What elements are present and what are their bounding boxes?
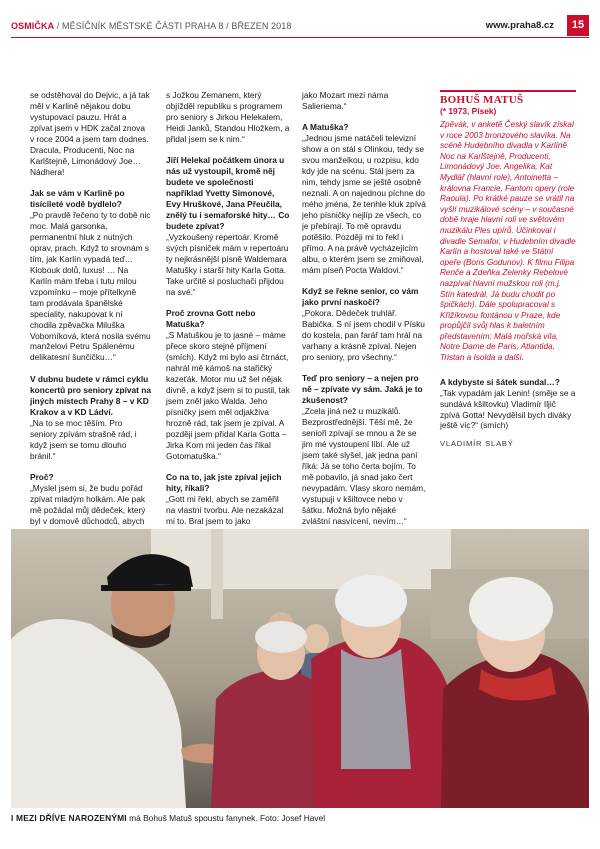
answer: „Vyzkoušený repertoár. Kromě svých písniček mám v repertoáru ty nejkrásnější písně Waldemara Matušky i starší hity Karla Gotta. Take určitě si posluchači přijdou na své.“ (166, 231, 289, 297)
question: Proč? (30, 472, 54, 482)
answer: „Jednou jsme natáčeli televizní show a on stál s Olinkou, tedy se svou manželkou, u rozpisu, kdo kdy jde na scénu. Stál jsem za nim, tehdy jsme se ještě osobně neznali. A on najednou píchne do mého jména, že tenhle kluk zpívá jeho písničky nejlíp ze všech, co je přebírají. To mě opravdu potěšilo. Později mi to řekl i přímo. A na právě vycházejícím albu, o kterém jsem se zmiňoval, mám píseň Pocta Waldovi.“ (302, 133, 426, 275)
article-photo (11, 529, 589, 808)
article-column-3 (302, 90, 426, 548)
bio-title: BOHUŠ MATUŠ (440, 90, 576, 106)
article-column-2 (166, 90, 290, 592)
qa-block (302, 373, 426, 537)
caption-text: má Bohuš Matuš spoustu fanynek. Foto: Josef Havel (126, 813, 326, 823)
question: Proč zrovna Gott nebo Matuška? (166, 308, 256, 330)
paragraph: se odstěhoval do Dejvic, a já tak měl v Karlině nějakou dobu vystupovací pauzu. Hrát a zpívat jsem v HDK začal znova v roce 2004 a jsem tam dodnes. Dracula, Producenti, Noc na Karlštejně, Limonádový Joe… Nádhera! (30, 90, 150, 177)
page-header (0, 0, 600, 38)
question: Když se řekne senior, co vám jako první naskočí? (302, 286, 419, 308)
issue-info: / MĚSÍČNÍK MĚSTSKÉ ČÁSTI PRAHA 8 / BŘEZEN 2018 (54, 21, 292, 31)
author-name: VLADIMÍR SLABÝ (440, 439, 514, 449)
bio-subtitle: (* 1973, Písek) (440, 106, 497, 116)
qa-block (166, 308, 290, 461)
question: Co na to, jak jste zpíval jejich hity, říkali? (166, 472, 282, 493)
qa-block (302, 286, 426, 363)
answer: „Tak vypadám jak Lenin! (směje se a sundává kšiltovku) Vladimír Iljič zpívá Gotta! Nevydělsil bych diváky ještě víc?“ (smích) (440, 387, 576, 431)
brand-name: OSMIČKA (11, 21, 55, 31)
question: Jiří Helekal počátkem února u nás už vystoupil, kromě něj budete ve společnosti například Yvetty Simonové, Evy Hruškové, Jana Přeučila, znělý tu i semaforské hity… Co budete zpívat? (166, 155, 290, 231)
masthead (11, 21, 291, 31)
paragraph: jako Mozart mezi náma Salieriema.“ (302, 90, 389, 111)
qa-block (30, 374, 151, 462)
answer: „Myslel jsem si, že budu pořád zpívat mladým holkám. Ale pak mě požádal můj dědeček, který byl v domově důchodců, abych (30, 482, 146, 526)
qa-block (302, 122, 426, 275)
answer: „Gott mi řekl, abych se zaměřil na vlastní tvorbu. Ale nezakázal mi to. Bral jsem to jako (166, 493, 284, 526)
qa-block (440, 377, 576, 432)
qa-block (30, 188, 151, 363)
bio-sidebar (440, 90, 576, 448)
answer: „Zcela jiná než u muzikálů. Bezprostřednější. Těší mě, že senioři zpívají se mnou a že se jim mé vystoupení líbí. Ale už jsem také slyšel, jak jedna paní říká: Já se toho čerta bojím. To mě pobavilo, já snad jako čert nevypadám. Vlasy skoro nemám, vystupuji v kšiltovce nebo v šátku. Možná bylo nějaké zvláštní nasvícení, nevím…“ (302, 406, 426, 526)
header-divider (11, 37, 589, 38)
answer: „S Matuškou je to jasné – máme přece skoro stejné příjmení (smích). Když mi bylo asi čtrnáct, nahrál mě kámoš na stařičký kazeťák. Motor mu už šel nějak divně, a když jsem si to pustil, tak jsem zněl jako Walda. Jeho písničky jsem měl odjakživa hrozně rád, tak jsem je zpíval. A později jsem přidal Karla Gotta – Jirka Korn mi jeden čas říkal Gotomatuška.“ (166, 330, 290, 461)
qa-block (166, 155, 290, 297)
answer: „Po pravdě řečeno ty to době nic moc. Malá garsonka, permanentní hluk z nutných oprav, prach. Když to srovnám s tím, jak Karlín vypadá teď… Klobouk dolů, luxus! … Na Karlín mám třeba i tutu milou vzpomínku – moje přítelkyně tam prodávala španělské speciality, nakupovat k ní chodila zpěvačka Miluška Voborníková, která nosila svému manželovi Petru Spálenému delikatesní šunčičku…“ (30, 210, 151, 363)
answer: „Pokora. Dědeček truhlář. Babička. S ní jsem chodil v Písku do kostela, pan farář tam hrál na varhany a krásně zpíval. Nejen pro seniory, pro všechny.“ (302, 308, 425, 362)
website-link[interactable]: www.praha8.cz (485, 20, 554, 31)
page-number: 15 (567, 15, 589, 36)
answer: „Na to se moc těším. Pro seniory zpívám strašně rád, i když jsem se tomu dlouho bránil.“ (30, 417, 137, 461)
question: V dubnu budete v rámci cyklu koncertů pro seniory zpívat na jiných místech Prahy 8 – v KD Krakov a v KD Ládví. (30, 373, 152, 417)
paragraph: s Jožkou Zemanem, který objížděl republiku s programem pro seniory s Jirkou Helekalem, Heidi Janků, Standou Hložkem, a přidal jsem se k nim.“ (166, 90, 290, 144)
question: Teď pro seniory – a nejen pro ně – zpívate vy sám. Jaká je to zkušenost? (302, 373, 423, 406)
article-column-1 (30, 90, 151, 570)
question: A Matuška? (302, 122, 349, 133)
bio-text: Zpěvák, v anketě Český slavík získal v roce 2003 bronzového slavíka. Na scéně Hudebního divadla v Karlíně Noc na Karlštejně, Producenti, Limonádový Joe, Angelika, Kat Mydlář (hlavní role), Antoinetta – královna Francie, Fantom opery (role Raoula). Po krátké pauze se vrátil na vyšlí muzikálové scény – v současné době hraje hlavní roli ve světovém muzikálu Ples upírů. Účinkoval i divadle Semafor, v Hudebním divadle Karlín a hostoval také ve Státní opeře (Boris Godunov). K filmu Filipa Renče a Zdeňka Zelenky Rebelové nazpíval hlavní mužskou roli (m.j. Stín katedrál, Já budu chodit po špičkách). Dále spolupracoval s Křižíkovou fontánou v Praze, kde propůjčil svůj hlas k baletním představením: Malá mořská víla, Notre Dame de Paris, Atlantida, Tristan a Isolda a další. (440, 120, 576, 363)
question: Jak se vám v Karlině po tisícileté vodě bydlelo? (30, 188, 125, 210)
photo-caption (11, 813, 325, 823)
caption-lead: I MEZI DŘÍVE NAROZENÝMI (11, 813, 127, 823)
question: A kdybyste si šátek sundal…? (440, 376, 560, 387)
